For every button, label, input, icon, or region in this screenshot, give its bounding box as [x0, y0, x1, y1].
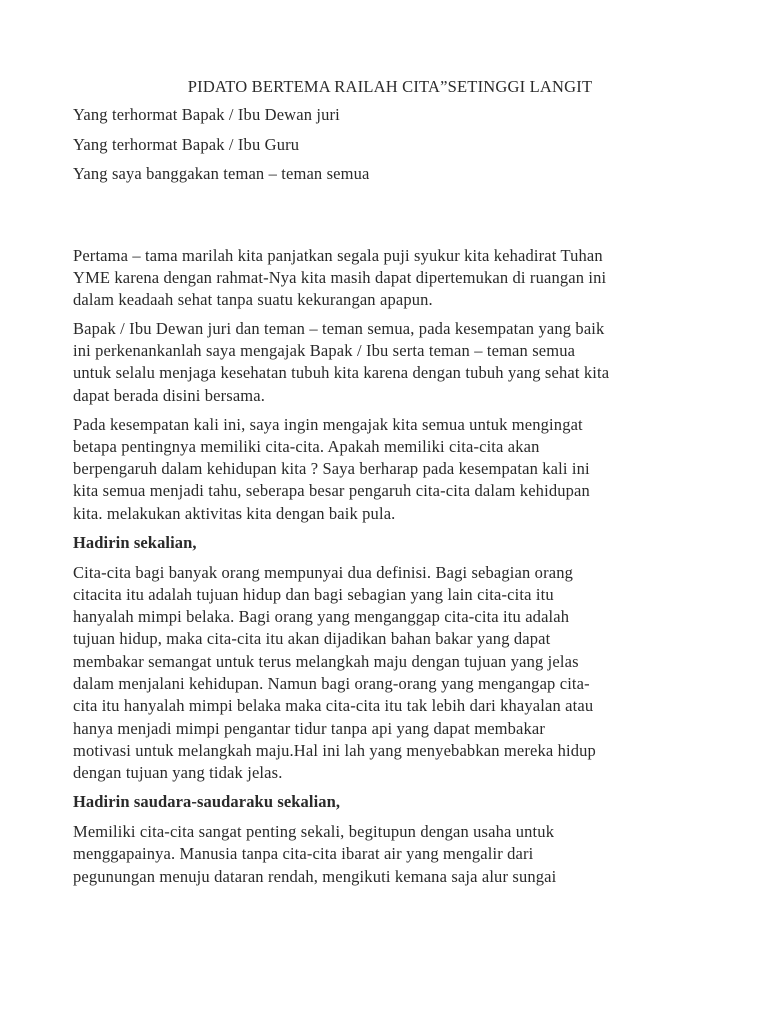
section-heading: Hadirin sekalian, — [73, 532, 197, 552]
paragraph-importance: Pada kesempatan kali ini, saya ingin mengajak kita semua untuk mengingat betapa pentingnya memiliki cita-cita. Apakah memiliki cita-cita akan berpengaruh dalam kehidupan kita ? Saya berharap pada kesempatan kali ini kita semua menjadi tahu, seberapa besar pengaruh cita-cita dalam kehidupan kita. melakukan aktivitas kita dengan baik pula. — [73, 414, 590, 523]
paragraph-health: Bapak / Ibu Dewan juri dan teman – teman semua, pada kesempatan yang baik ini perkenankanlah saya mengajak Bapak / Ibu serta teman – teman semua untuk selalu menjaga kesehatan tubuh kita karena dengan tubuh yang sehat kita dapat berada disini bersama. — [73, 318, 610, 405]
greeting-line: Yang terhormat Bapak / Ibu Dewan juri — [73, 105, 340, 124]
paragraph-effort: Memiliki cita-cita sangat penting sekali, begitupun dengan usaha untuk menggapainya. Manusia tanpa cita-cita ibarat air yang mengalir dari pegunungan menuju dataran rendah, mengikuti kemana saja alur sungai — [73, 822, 557, 886]
paragraph-opening: Pertama – tama marilah kita panjatkan segala puji syukur kita kehadirat Tuhan YME karena dengan rahmat-Nya kita masih dapat dipertemukan di ruangan ini dalam keadaah sehat tanpa suatu kekurangan apapun. — [73, 245, 607, 310]
greeting-line: Yang saya banggakan teman – teman semua — [73, 164, 370, 183]
document-title: PIDATO BERTEMA RAILAH CITA”SETINGGI LANGIT — [187, 77, 593, 96]
section-heading: Hadirin saudara-saudaraku sekalian, — [73, 792, 341, 812]
greeting-line: Yang terhormat Bapak / Ibu Guru — [73, 134, 300, 154]
paragraph-definition: Cita-cita bagi banyak orang mempunyai dua definisi. Bagi sebagian orang citacita itu adalah tujuan hidup dan bagi sebagian yang lain cita-cita itu hanyalah mimpi belaka. Bagi orang yang menganggap cita-cita itu adalah tujuan hidup, maka cita-cita itu akan dijadikan bahan bakar yang dapat membakar semangat untuk terus melangkah maju dengan tujuan yang jelas dalam menjalani kehidupan. Namun bagi orang-orang yang mengangap cita- cita itu hanyalah mimpi belaka maka cita-cita itu tak lebih dari khayalan atau hanya menjadi mimpi pengantar tidur tanpa api yang dapat membakar motivasi untuk melangkah maju.Hal ini lah yang menyebabkan mereka hidup dengan tujuan yang tidak jelas. — [73, 562, 596, 783]
document-page — [73, 76, 697, 894]
blank-spacer — [73, 193, 697, 245]
